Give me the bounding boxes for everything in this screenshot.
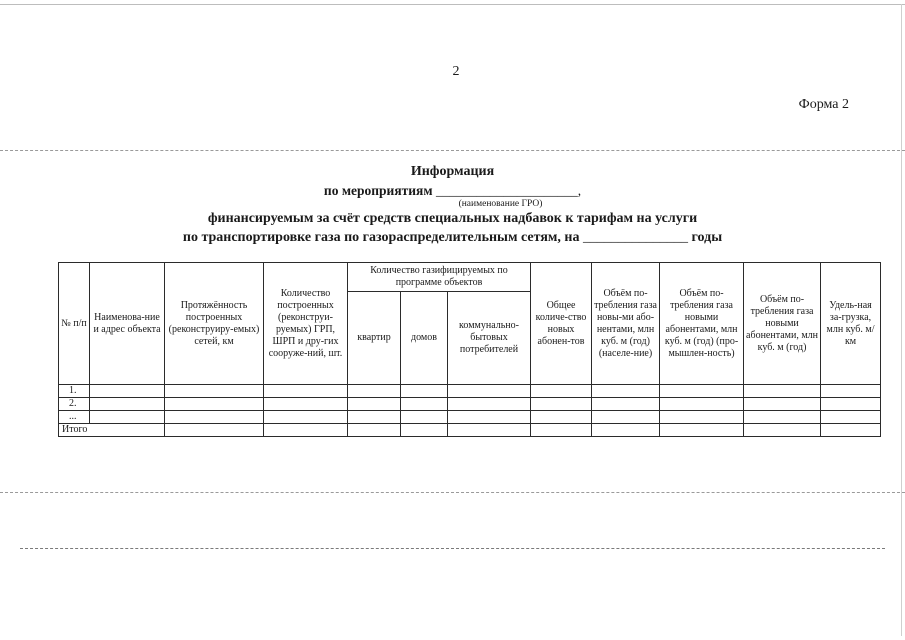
row-number: 1. [59, 385, 90, 398]
table-cell [348, 398, 401, 411]
table-cell [401, 424, 448, 437]
period-prefix: по транспортировке газа по газораспределительным сетям, на [182, 230, 580, 245]
table-cell [264, 398, 348, 411]
table-cell [660, 424, 744, 437]
table-cell [660, 398, 744, 411]
events-prefix: по мероприятиям [323, 183, 433, 198]
row-number: 2. [59, 398, 90, 411]
page-top-edge [0, 4, 905, 5]
table-cell [348, 424, 401, 437]
header-gasified-group: Количество газифицируемых по программе объектов [348, 263, 531, 292]
table-cell [660, 385, 744, 398]
header-communal: коммунально-бытовых потребителей [448, 292, 531, 385]
table-cell [744, 385, 821, 398]
table-cell [448, 411, 531, 424]
table-cell [401, 411, 448, 424]
table-cell [531, 385, 592, 398]
table-cell [90, 398, 165, 411]
header-count-built: Количество построенных (реконструи-руемых) ГРП, ШРП и дру-гих сооруже-ний, шт. [264, 263, 348, 385]
table-cell [165, 385, 264, 398]
table-row [59, 385, 881, 398]
table-cell [348, 411, 401, 424]
table-cell [264, 385, 348, 398]
header-length: Протяжённость построенных (реконструиру-емых) сетей, км [165, 263, 264, 385]
period-line [0, 230, 905, 246]
table-row [59, 411, 881, 424]
table-cell [821, 411, 881, 424]
table-cell [90, 385, 165, 398]
table-cell [821, 424, 881, 437]
table-cell [165, 424, 264, 437]
total-label: Итого [59, 424, 165, 437]
table-cell [165, 398, 264, 411]
funded-line: финансируемым за счёт средств специальных надбавок к тарифам на услуги [207, 211, 698, 226]
table-cell [401, 398, 448, 411]
form-label: Форма 2 [798, 97, 849, 112]
header-volume-industry: Объём по-требления газа новыми абонентами, млн куб. м (год) (про-мышлен-ность) [660, 263, 744, 385]
table-cell [90, 411, 165, 424]
table-cell [448, 424, 531, 437]
table-cell [348, 385, 401, 398]
header-number: № п/п [59, 263, 90, 385]
table-cell [821, 385, 881, 398]
table-cell [592, 398, 660, 411]
gro-caption-line [0, 199, 905, 209]
header-volume-population: Объём по-требления газа новы-ми або-нентами, млн куб. м (год) (населе-ние) [592, 263, 660, 385]
scan-artifact-line [0, 150, 905, 151]
gro-caption: (наименование ГРО) [458, 199, 543, 209]
scan-artifact-line [0, 492, 905, 493]
table-cell [165, 411, 264, 424]
table-cell [592, 424, 660, 437]
period-suffix: годы [691, 230, 723, 245]
table-cell [744, 411, 821, 424]
table-cell [264, 424, 348, 437]
header-apartments: квартир [348, 292, 401, 385]
page-number: 2 [452, 64, 460, 79]
table-cell [821, 398, 881, 411]
table-cell [448, 385, 531, 398]
table-cell [660, 411, 744, 424]
scan-artifact-line [20, 548, 885, 549]
header-specific-load: Удель-ная за-грузка, млн куб. м/км [821, 263, 881, 385]
header-houses: домов [401, 292, 448, 385]
table-cell [744, 398, 821, 411]
header-name: Наименова-ние и адрес объекта [90, 263, 165, 385]
report-table [58, 262, 881, 437]
table-cell [531, 411, 592, 424]
table-cell [531, 398, 592, 411]
table-cell [401, 385, 448, 398]
page-right-edge [901, 4, 902, 636]
period-blank: _______________ [583, 230, 688, 245]
header-total-subscribers: Общее количе-ство новых абонен-тов [531, 263, 592, 385]
table-cell [592, 411, 660, 424]
table-cell [592, 385, 660, 398]
document-title: Информация [410, 164, 495, 179]
row-number: ... [59, 411, 90, 424]
table-cell [531, 424, 592, 437]
table-row [59, 398, 881, 411]
header-volume-total: Объём по-требления газа новыми абонентами, млн куб. м (год) [744, 263, 821, 385]
table-cell [448, 398, 531, 411]
events-line [0, 183, 905, 199]
table-cell [264, 411, 348, 424]
gro-name-blank: _____________________, [435, 183, 582, 198]
table-cell [744, 424, 821, 437]
total-row [59, 424, 881, 437]
